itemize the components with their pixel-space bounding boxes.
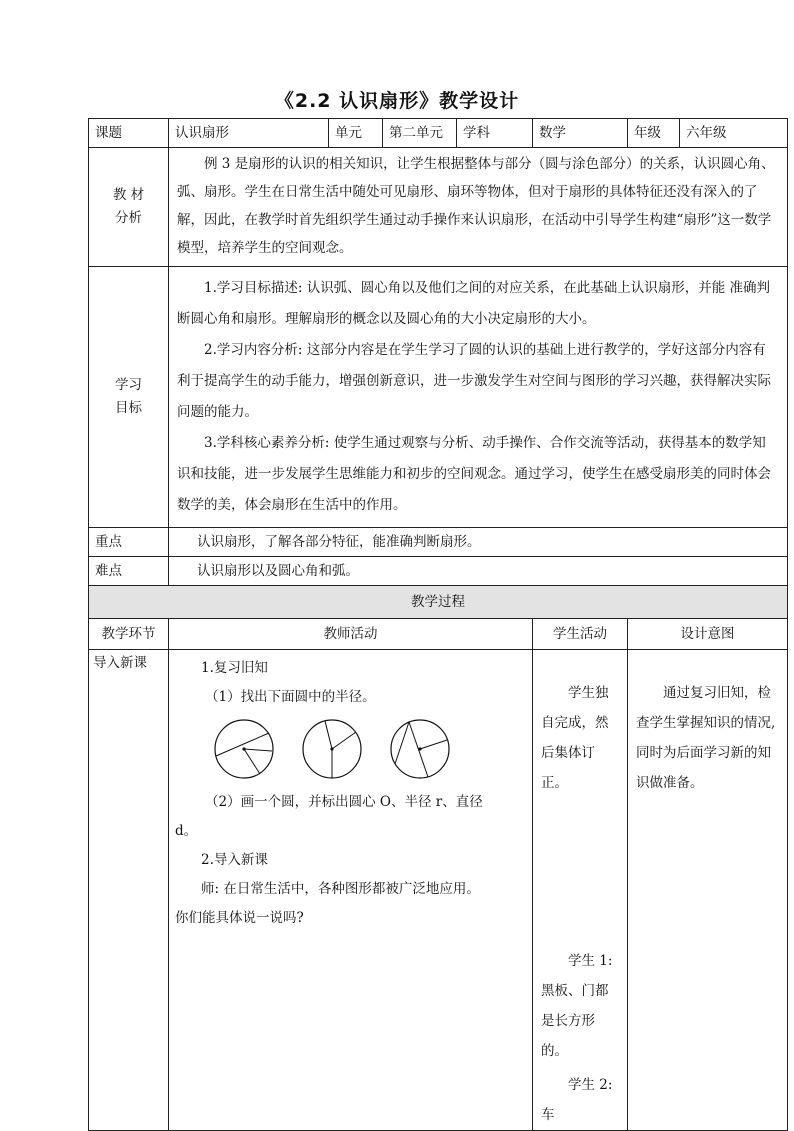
lesson-plan-table [88,118,788,1131]
goal-item-1: 1.学习目标描述: 认识弧、圆心角以及他们之间的对应关系，在此基础上认识扇形，并能 准确判断圆心角和扇形。理解扇形的概念以及圆心角的大小决定扇形的大小。 [177,280,771,327]
unit-label: 单元 [329,119,383,148]
unit-value: 第二单元 [383,119,457,148]
goal-item-3: 3.学科核心素养分析: 使学生通过观察与分析、动手操作、合作交流等活动，获得基本的数学知识和技能，进一步发展学生思维能力和初步的空间观念。通过学习，使学生在感受扇形美的同时体会数学的美，体会扇形在生活中的作用。 [177,435,771,513]
goals-text-cell [169,267,788,528]
student-activity-cell [533,650,628,1131]
goals-label-line1: 学习 [115,377,142,393]
process-heading-row [89,586,788,619]
page-title: 《2.2 认识扇形》教学设计 [274,90,520,112]
goals-row [89,267,788,528]
grade-value: 六年级 [680,119,788,148]
col-intent: 设计意图 [628,619,788,650]
analysis-text-cell [169,148,788,267]
circle-figure-3 [389,718,451,780]
teacher-line-2: 你们能具体说一说吗? [175,910,304,926]
key-point-text: 认识扇形，了解各部分特征，能准确判断扇形。 [169,528,788,557]
student-response-2: 学生 1: 黑板、门都是长方形的。 [541,953,613,1059]
analysis-label-line2: 分析 [115,210,142,226]
goals-label [89,267,169,528]
intro-title: 2.导入新课 [201,852,268,868]
teacher-line-1: 师: 在日常生活中，各种图形都被广泛地应用。 [201,881,480,897]
difficulty-text: 认识扇形以及圆心角和弧。 [169,557,788,586]
subject-value: 数学 [533,119,628,148]
process-intro-row [89,650,788,1131]
student-response-3: 学生 2: 车 [541,1077,613,1123]
analysis-label [89,148,169,267]
question-2-cont: d。 [175,823,198,839]
grade-label: 年级 [628,119,680,148]
design-intent-text: 通过复习旧知，检查学生掌握知识的情况,同时为后面学习新的知识做准备。 [636,685,776,791]
analysis-row [89,148,788,267]
goals-label-line2: 目标 [115,400,142,416]
circle-figure-1 [213,718,275,780]
circle-figures [175,712,526,788]
process-heading: 教学过程 [89,586,788,619]
design-intent-cell [628,650,788,1131]
col-teacher: 教师活动 [169,619,533,650]
circle-figure-2 [301,718,363,780]
analysis-text: 例 3 是扇形的认识的相关知识，让学生根据整体与部分（圆与涂色部分）的关系，认识圆心角、弧、扇形。学生在日常生活中随处可见扇形、扇环等物体，但对于扇形的具体特征还没有深入的了解，因此，在教学时首先组织学生通过动手操作来认识扇形，在活动中引导学生构建“扇形”这一数学模型，培养学生的空间观念。 [177,156,775,256]
col-student: 学生活动 [533,619,628,650]
question-1: （1）找出下面圆中的半径。 [205,689,376,705]
difficulty-label: 难点 [89,557,169,586]
topic-value: 认识扇形 [169,119,329,148]
teacher-activity-cell [169,650,533,1131]
col-stage: 教学环节 [89,619,169,650]
difficulty-row [89,557,788,586]
key-point-label: 重点 [89,528,169,557]
question-2: （2）画一个圆，并标出圆心 O、半径 r、直径 [205,794,483,810]
topic-label: 课题 [89,119,169,148]
process-columns-row [89,619,788,650]
subject-label: 学科 [457,119,533,148]
analysis-label-line1: 教 材 [112,187,145,203]
student-response-1: 学生独自完成，然后集体订正。 [541,685,609,791]
review-title: 1.复习旧知 [201,660,268,676]
stage-cell: 导入新课 [89,650,169,1131]
key-point-row [89,528,788,557]
goal-item-2: 2.学习内容分析: 这部分内容是在学生学习了圆的认识的基础上进行教学的，学好这部分内容有利于提高学生的动手能力，增强创新意识，进一步激发学生对空间与图形的学习兴趣，获得解决实际问题的能力。 [177,342,771,420]
header-row [89,119,788,148]
